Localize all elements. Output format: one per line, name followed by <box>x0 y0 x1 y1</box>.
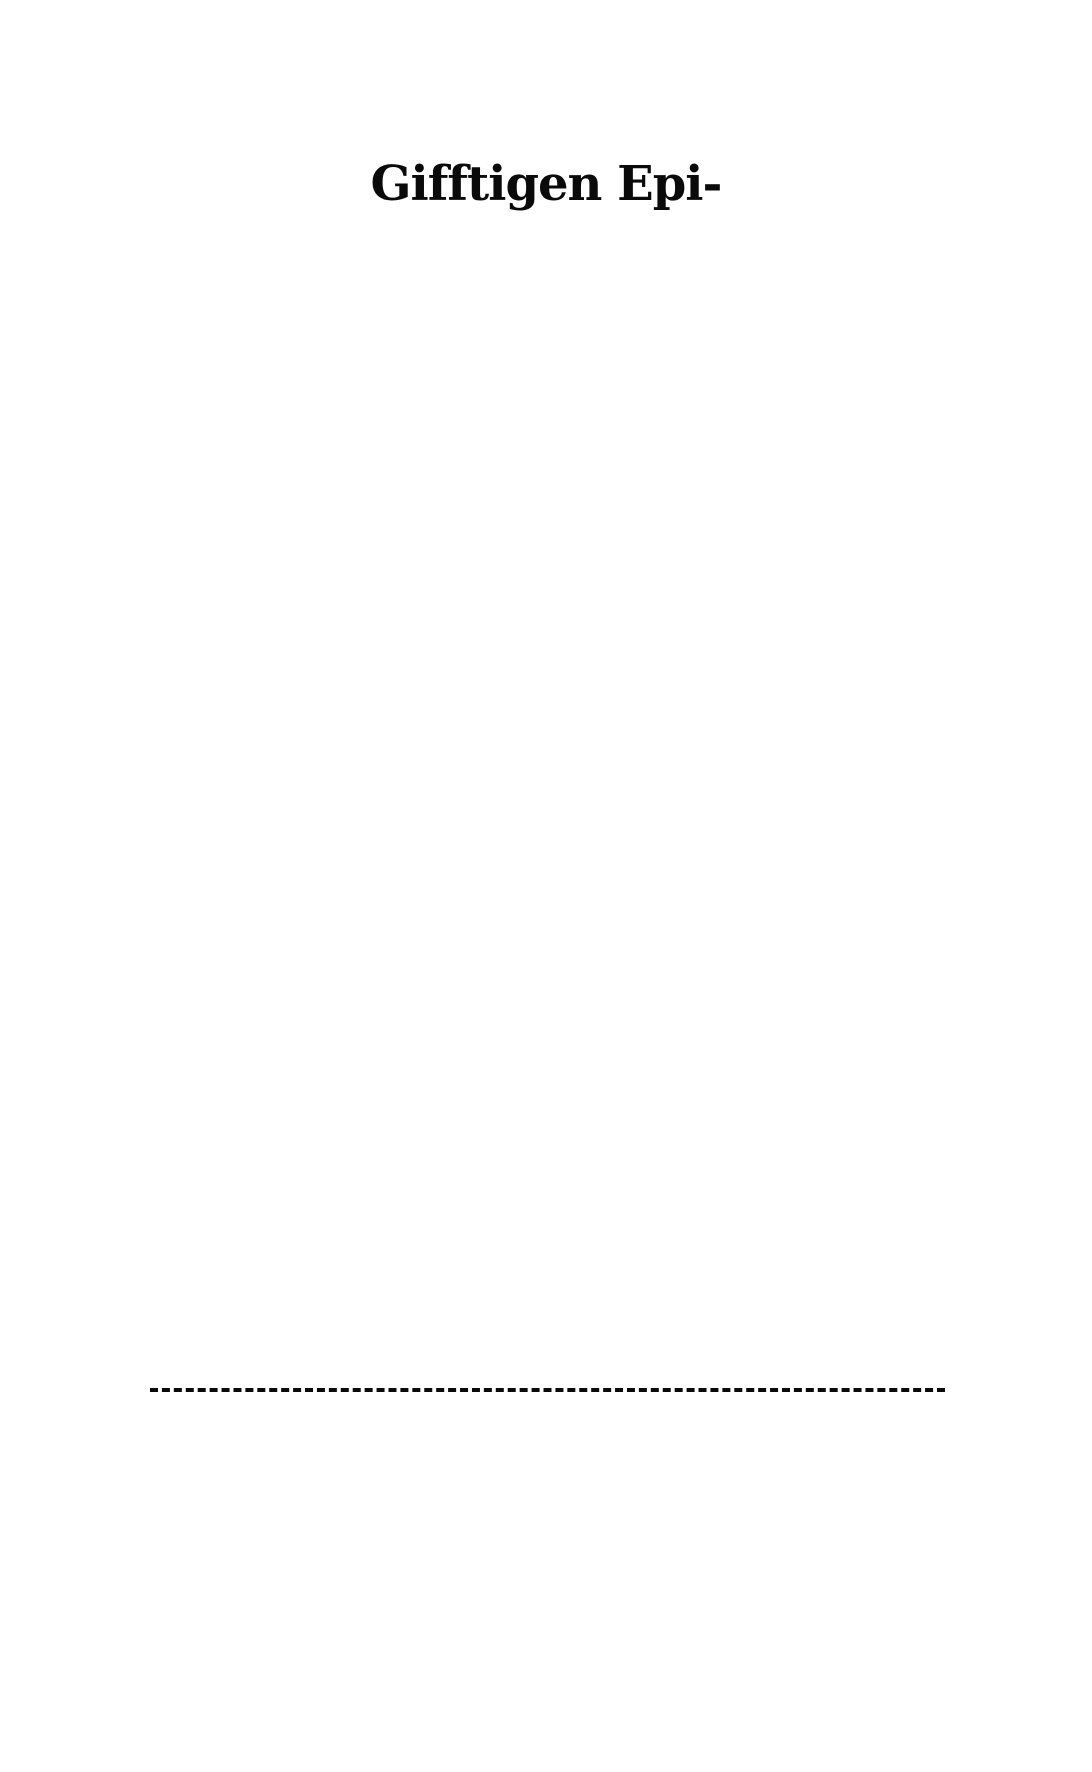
horizontal-rule <box>150 1388 945 1392</box>
main-title: Gifftigen Epi- <box>370 156 722 212</box>
